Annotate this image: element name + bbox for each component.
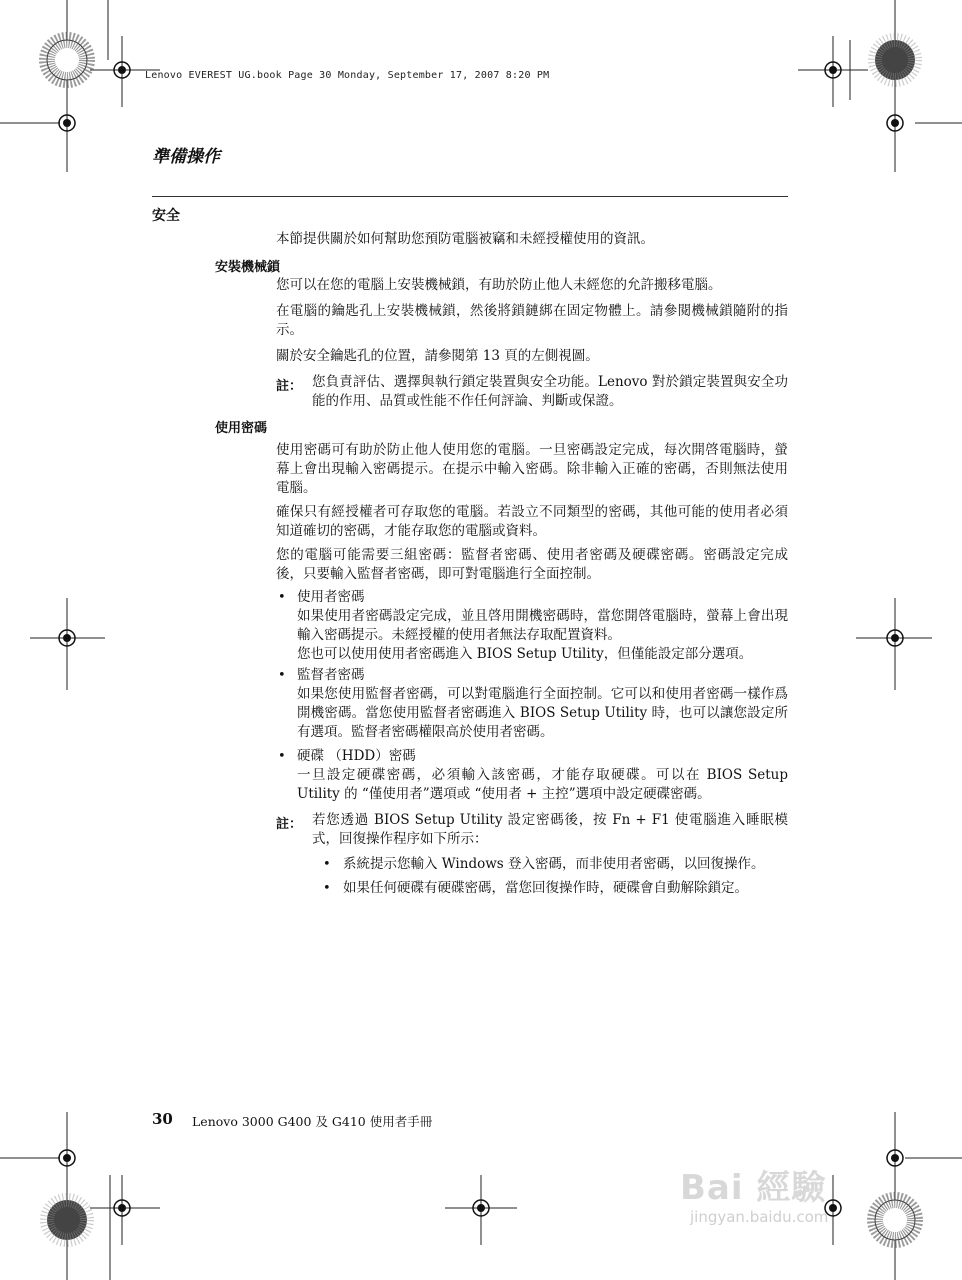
- bullet-icon: •: [323, 881, 331, 896]
- bullet-icon: •: [323, 857, 331, 872]
- bullet-icon: •: [278, 749, 286, 764]
- watermark-url: jingyan.baidu.com: [690, 1208, 829, 1226]
- note-bullet-2: 如果任何硬碟有硬碟密碼，當您回復操作時，硬碟會自動解除鎖定。: [343, 880, 748, 896]
- page-number: 30: [152, 1110, 173, 1128]
- section-heading: 安全: [152, 208, 180, 224]
- bullet-user-text: 如果使用者密碼設定完成，並且啓用開機密碼時，當您開啓電腦時，螢幕上會出現輸入密碼提示。未經授權的使用者無法存取配置資料。: [297, 608, 788, 643]
- password-heading: 使用密碼: [215, 421, 268, 436]
- password-paragraph-1: 使用密碼可有助於防止他人使用您的電腦。一旦密碼設定完成，每次開啓電腦時，螢幕上會出現輸入密碼提示。在提示中輸入密碼。除非輸入正確的密碼，否則無法使用電腦。: [276, 442, 788, 496]
- chapter-title: 準備操作: [152, 147, 220, 167]
- lock-paragraph-1: 您可以在您的電腦上安裝機械鎖，有助於防止他人未經您的允許搬移電腦。: [276, 277, 722, 293]
- print-header: Lenovo EVEREST UG.book Page 30 Monday, September 17, 2007 8:20 PM: [145, 70, 550, 81]
- manual-title: Lenovo 3000 G400 及 G410 使用者手冊: [192, 1114, 433, 1129]
- password-paragraph-2: 確保只有經授權者可存取您的電腦。若設立不同類型的密碼，其他可能的使用者必須知道確切的密碼，才能存取您的電腦或資料。: [276, 504, 788, 539]
- bullet-hdd-text: 一旦設定硬碟密碼，必須輸入該密碼，才能存取硬碟。可以在 BIOS Setup Utility 的 “僅使用者”選項或 “使用者 + 主控”選項中設定硬碟密碼。: [297, 767, 788, 802]
- bullet-user-title: 使用者密碼: [297, 589, 365, 605]
- title-divider: [152, 196, 788, 197]
- lock-note-label: 註：: [276, 379, 303, 394]
- lock-note: 您負責評估、選擇與執行鎖定裝置與安全功能。Lenovo 對於鎖定裝置與安全功能的作用、品質或性能不作任何評論、判斷或保證。: [312, 374, 788, 409]
- section-intro: 本節提供關於如何幫助您預防電腦被竊和未經授權使用的資訊。: [276, 231, 654, 247]
- bullet-user-text-2: 您也可以使用使用者密碼進入 BIOS Setup Utility，但僅能設定部分選項。: [297, 646, 753, 662]
- lock-heading: 安裝機械鎖: [215, 260, 281, 275]
- password-note-label: 註：: [276, 817, 303, 832]
- bullet-icon: •: [278, 590, 286, 605]
- password-paragraph-3: 您的電腦可能需要三組密碼：監督者密碼、使用者密碼及硬碟密碼。密碼設定完成後，只要輸入監督者密碼，即可對電腦進行全面控制。: [276, 547, 788, 582]
- bullet-supervisor-title: 監督者密碼: [297, 667, 365, 683]
- watermark-brand: Bai 經驗: [680, 1168, 827, 1208]
- bullet-hdd-title: 硬碟 （HDD）密碼: [297, 748, 416, 764]
- lock-paragraph-2: 在電腦的鑰匙孔上安裝機械鎖，然後將鎖鏈綁在固定物體上。請參閱機械鎖隨附的指示。: [276, 303, 788, 338]
- lock-paragraph-3: 關於安全鑰匙孔的位置，請參閱第 13 頁的左側視圖。: [276, 348, 599, 364]
- bullet-icon: •: [278, 668, 286, 683]
- bullet-supervisor-text: 如果您使用監督者密碼，可以對電腦進行全面控制。它可以和使用者密碼一樣作爲開機密碼。當您使用監督者密碼進入 BIOS Setup Utility 時，也可以讓您設定所有選項。監督者密碼權限高於使用者密碼。: [297, 686, 788, 740]
- note-bullet-1: 系統提示您輸入 Windows 登入密碼，而非使用者密碼，以回復操作。: [343, 856, 765, 872]
- password-note: 若您透過 BIOS Setup Utility 設定密碼後，按 Fn + F1 使電腦進入睡眠模式，回復操作程序如下所示：: [312, 812, 788, 847]
